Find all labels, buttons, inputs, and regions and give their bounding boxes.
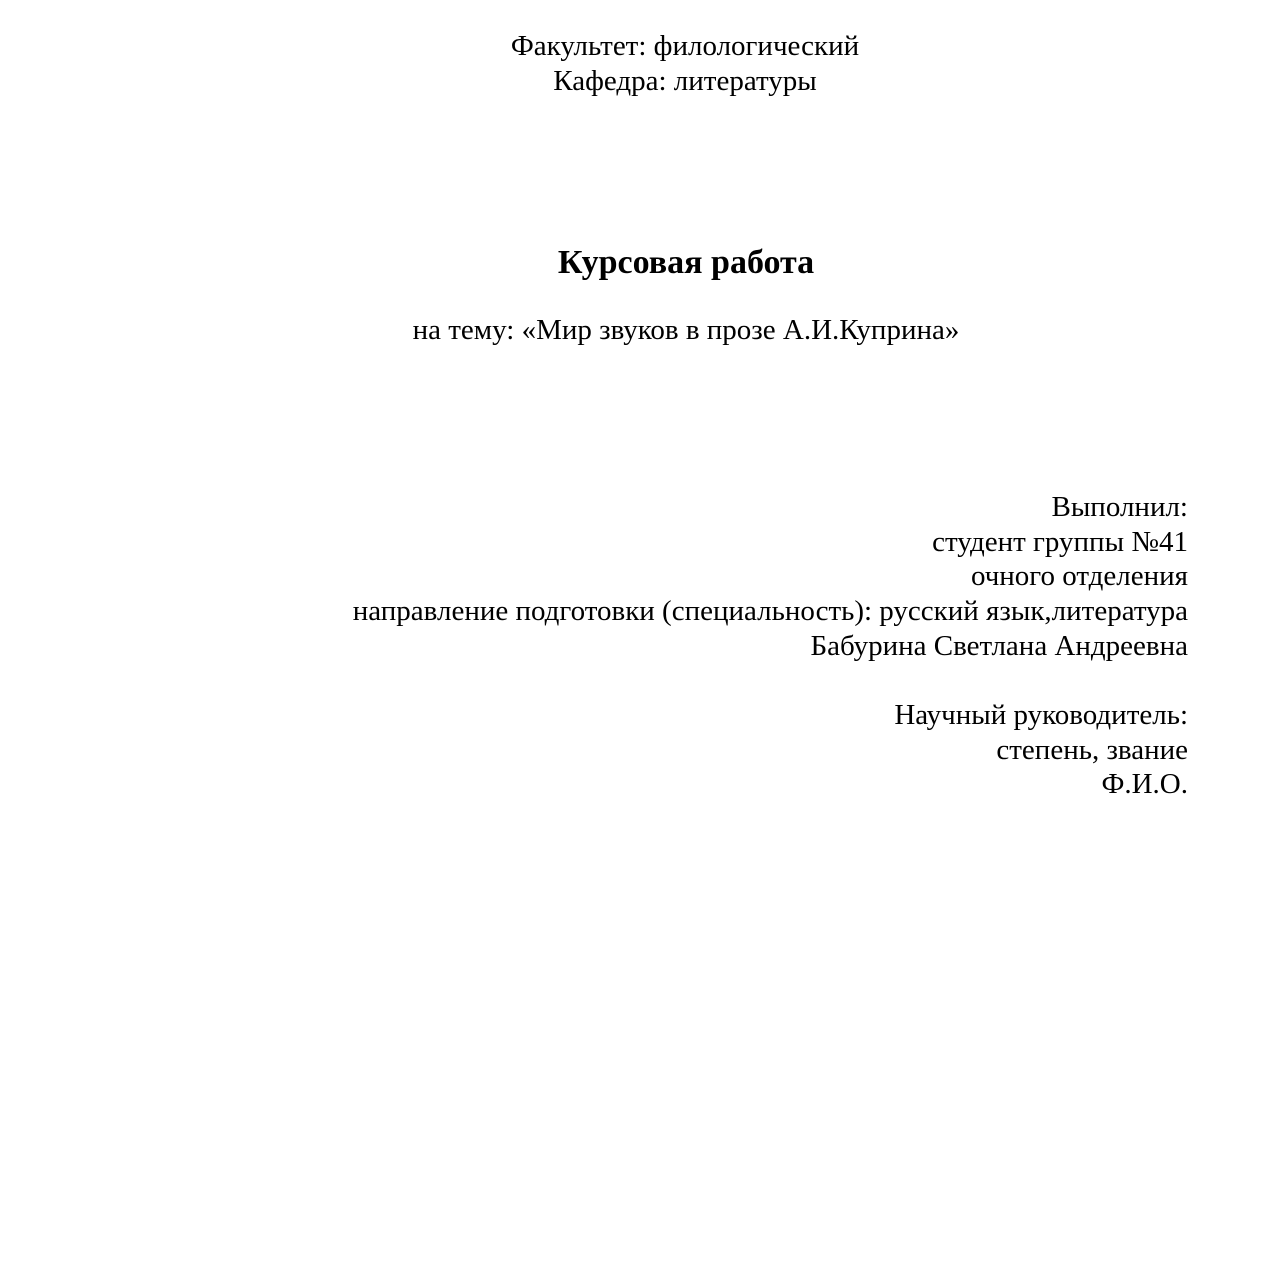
author-group: студент группы №41 <box>932 525 1188 558</box>
author-study-form: очного отделения <box>970 560 1188 593</box>
document-topic: на тему: «Мир звуков в прозе А.И.Куприна» <box>412 314 960 346</box>
faculty-line: Факультет: филологический <box>510 30 860 62</box>
author-name: Бабурина Светлана Андреевна <box>810 629 1188 662</box>
document-header <box>0 29 1280 99</box>
department-line: Кафедра: литературы <box>553 65 817 97</box>
supervisor-degree: степень, звание <box>996 733 1188 766</box>
author-specialty: направление подготовки (специальность): русский язык,литература <box>352 595 1188 628</box>
supervisor-section <box>894 698 1188 802</box>
supervisor-label: Научный руководитель: <box>894 699 1188 731</box>
author-section <box>353 490 1188 664</box>
title-section <box>0 242 1280 348</box>
supervisor-name: Ф.И.О. <box>1101 768 1188 801</box>
author-label: Выполнил: <box>1051 491 1188 523</box>
document-title: Курсовая работа <box>557 244 815 281</box>
